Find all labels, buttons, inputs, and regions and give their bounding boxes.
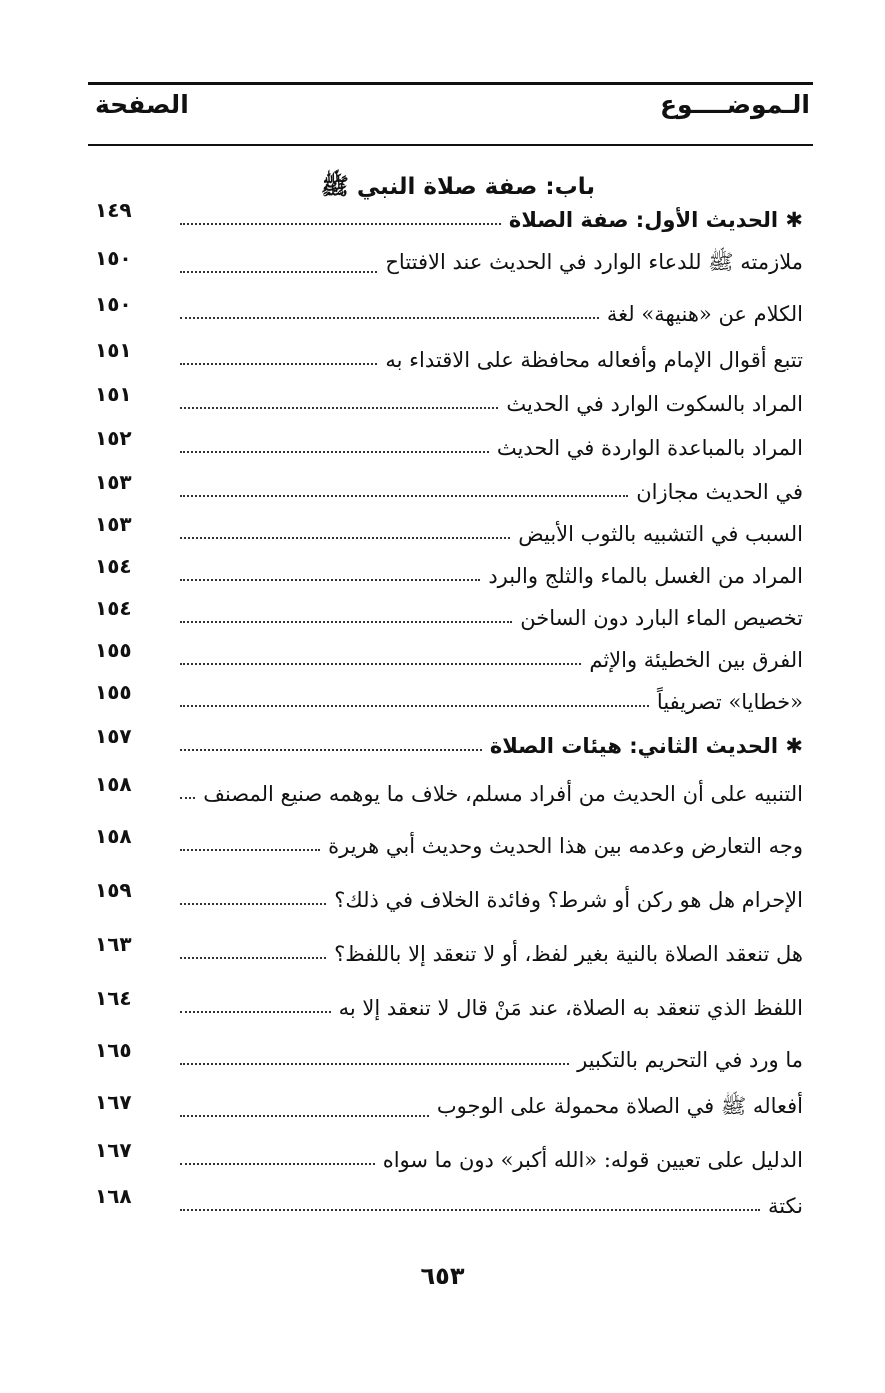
- toc-entry-title: تتبع أقوال الإمام وأفعاله محافظة على الاقتداء به: [385, 348, 803, 372]
- toc-entry: [95, 772, 803, 806]
- dot-leader: [180, 621, 512, 623]
- toc-entry: [95, 198, 803, 232]
- toc-entry-page: ١٤٩: [95, 198, 132, 222]
- section-title: باب: صفة صلاة النبي ﷺ: [321, 174, 595, 200]
- toc-entry-title: المراد من الغسل بالماء والثلج والبرد: [488, 564, 803, 588]
- toc-entry: [95, 824, 803, 858]
- toc-entry: [95, 338, 803, 372]
- toc-entry-title: المراد بالمباعدة الواردة في الحديث: [496, 436, 803, 460]
- toc-entry-title: التنبيه على أن الحديث من أفراد مسلم، خلاف ما يوهمه صنيع المصنف: [203, 782, 803, 806]
- toc-entry-title: نكتة: [767, 1194, 803, 1218]
- toc-entry-page: ١٥٩: [95, 878, 132, 902]
- dot-leader: [180, 317, 599, 319]
- page-column-header: الصفحة: [95, 90, 189, 119]
- toc-entry: [95, 724, 803, 758]
- toc-entry: [95, 554, 803, 588]
- toc-entry: [95, 426, 803, 460]
- toc-entry: [95, 1184, 803, 1218]
- toc-entry-page: ١٥٧: [95, 724, 132, 748]
- dot-leader: [180, 1163, 375, 1165]
- toc-entry-page: ١٥٨: [95, 772, 132, 796]
- toc-entry-title: اللفظ الذي تنعقد به الصلاة، عند مَنْ قال لا تنعقد إلا به: [338, 996, 803, 1020]
- toc-entry-page: ١٥١: [95, 382, 132, 406]
- dot-leader: [180, 849, 320, 851]
- top-rule: [88, 82, 813, 85]
- toc-entry: [95, 878, 803, 912]
- toc-entry-title: «خطايا» تصريفياً: [656, 690, 803, 714]
- toc-entry: [95, 638, 803, 672]
- toc-entry-page: ١٥٣: [95, 512, 132, 536]
- toc-entry: [95, 1038, 803, 1072]
- dot-leader: [180, 407, 498, 409]
- toc-entry-title: ما ورد في التحريم بالتكبير: [577, 1048, 803, 1072]
- dot-leader: [180, 579, 480, 581]
- toc-entry-title: ✱ الحديث الثاني: هيئات الصلاة: [489, 734, 803, 758]
- toc-entry-page: ١٦٥: [95, 1038, 132, 1062]
- dot-leader: [180, 451, 489, 453]
- dot-leader: [180, 749, 482, 751]
- toc-entry-page: ١٦٧: [95, 1090, 132, 1114]
- toc-entry-page: ١٥٠: [95, 292, 132, 316]
- toc-entry: [95, 246, 803, 280]
- toc-entry-title: ملازمته ﷺ للدعاء الوارد في الحديث عند الافتتاح: [385, 250, 803, 274]
- toc-entry: [95, 596, 803, 630]
- toc-entry-title: أفعاله ﷺ في الصلاة محمولة على الوجوب: [436, 1094, 803, 1118]
- dot-leader: [180, 663, 581, 665]
- toc-entry-page: ١٥١: [95, 338, 132, 362]
- toc-entry-page: ١٥٢: [95, 426, 132, 450]
- toc-entry: [95, 1138, 803, 1172]
- dot-leader: [180, 797, 195, 799]
- dot-leader: [180, 271, 377, 273]
- toc-entry: [95, 292, 803, 326]
- dot-leader: [180, 223, 501, 225]
- toc-entry-page: ١٥٥: [95, 638, 132, 662]
- dot-leader: [180, 1115, 429, 1117]
- dot-leader: [180, 903, 326, 905]
- toc-entry-page: ١٥٣: [95, 470, 132, 494]
- topic-column-header: الـموضــــوع: [659, 90, 810, 119]
- page-number: ٦٥٣: [420, 1262, 465, 1290]
- toc-entry-title: المراد بالسكوت الوارد في الحديث: [506, 392, 803, 416]
- dot-leader: [180, 1209, 760, 1211]
- dot-leader: [180, 1011, 331, 1013]
- toc-entry: [95, 1090, 803, 1124]
- toc-entry-page: ١٥٤: [95, 554, 132, 578]
- dot-leader: [180, 495, 628, 497]
- toc-entry-title: الدليل على تعيين قوله: «الله أكبر» دون ما سواه: [382, 1148, 803, 1172]
- toc-entry-title: الفرق بين الخطيئة والإثم: [589, 648, 803, 672]
- toc-entry-page: ١٥٥: [95, 680, 132, 704]
- toc-entry-title: في الحديث مجازان: [636, 480, 803, 504]
- dot-leader: [180, 957, 326, 959]
- dot-leader: [180, 537, 510, 539]
- toc-entry-page: ١٥٤: [95, 596, 132, 620]
- header-bottom-rule: [88, 144, 813, 146]
- toc-entry-page: ١٦٤: [95, 986, 132, 1010]
- toc-entry: [95, 470, 803, 504]
- toc-entry-page: ١٦٣: [95, 932, 132, 956]
- toc-entry-title: هل تنعقد الصلاة بالنية بغير لفظ، أو لا تنعقد إلا باللفظ؟: [334, 942, 803, 966]
- toc-entry: [95, 382, 803, 416]
- toc-entry-title: وجه التعارض وعدمه بين هذا الحديث وحديث أبي هريرة: [328, 834, 803, 858]
- toc-entry-page: ١٥٠: [95, 246, 132, 270]
- toc-entry-title: الكلام عن «هنيهة» لغة: [606, 302, 803, 326]
- toc-entry-title: ✱ الحديث الأول: صفة الصلاة: [508, 208, 803, 232]
- dot-leader: [180, 1063, 569, 1065]
- toc-entry: [95, 512, 803, 546]
- dot-leader: [180, 363, 377, 365]
- toc-entry-title: الإحرام هل هو ركن أو شرط؟ وفائدة الخلاف في ذلك؟: [334, 888, 803, 912]
- toc-entry-page: ١٥٨: [95, 824, 132, 848]
- dot-leader: [180, 705, 649, 707]
- toc-entry-title: تخصيص الماء البارد دون الساخن: [520, 606, 803, 630]
- toc-entry: [95, 932, 803, 966]
- toc-entry: [95, 986, 803, 1020]
- toc-entry-page: ١٦٧: [95, 1138, 132, 1162]
- toc-entry-page: ١٦٨: [95, 1184, 132, 1208]
- toc-entry-title: السبب في التشبيه بالثوب الأبيض: [518, 522, 803, 546]
- toc-entry: [95, 680, 803, 714]
